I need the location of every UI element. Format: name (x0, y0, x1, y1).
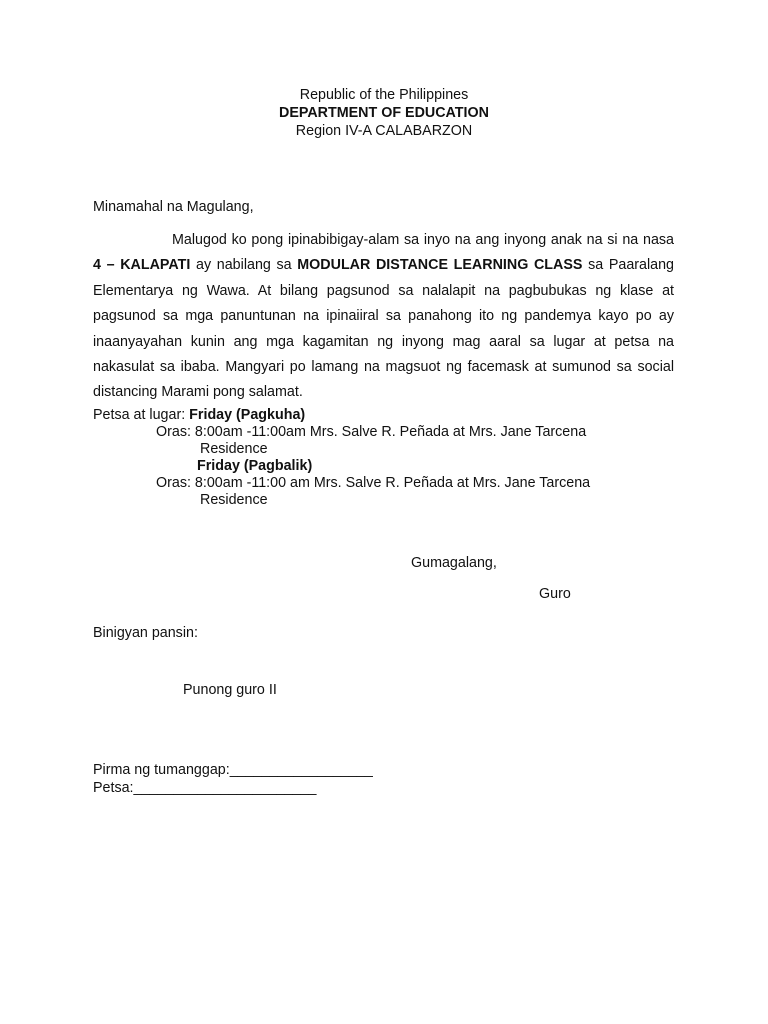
program-name: MODULAR DISTANCE LEARNING CLASS (297, 257, 583, 274)
return-day-row (93, 458, 590, 475)
section-name: 4 – KALAPATI (93, 257, 191, 274)
return-day: Friday (Pagbalik) (197, 458, 313, 474)
letterhead (0, 86, 768, 140)
pickup-place-continued: Residence (200, 441, 268, 457)
return-place-continued: Residence (200, 492, 268, 508)
teacher-title: Guro (539, 586, 571, 602)
header-department: DEPARTMENT OF EDUCATION (279, 105, 489, 121)
salutation: Minamahal na Magulang, (93, 199, 254, 215)
body-text-part3: sa Paaralang Elementarya ng Wawa. At bilang pagsunod sa nalalapit na pagbubukas ng klase at pagsunod sa mga panuntunan na ipinaiiral sa panahong ito ng pandemya kayo po ay inaanyayahan kunin ang mga kagamitan ng inyong mag aaral sa lugar at petsa na nakasulat sa ibaba. Mangyari po lamang na magsuot ng facemask at sumunod sa social distancing Marami pong salamat. (93, 257, 675, 401)
pickup-time: Oras: 8:00am -11:00am Mrs. Salve R. Peñada at Mrs. Jane Tarcena (156, 424, 587, 440)
schedule-label: Petsa at lugar: (93, 407, 190, 423)
body-paragraph (93, 228, 674, 406)
body-text-part2: ay nabilang sa (190, 257, 298, 274)
body-text-part1: Malugod ko pong ipinabibigay-alam sa inyo na ang inyong anak na si na nasa (172, 232, 674, 248)
receipt-block (93, 761, 373, 797)
receiver-signature-line: Pirma ng tumanggap:__________________ (93, 762, 373, 778)
closing: Gumagalang, (411, 555, 497, 571)
return-time: Oras: 8:00am -11:00 am Mrs. Salve R. Peñada at Mrs. Jane Tarcena (156, 475, 591, 491)
schedule-block (93, 407, 590, 509)
header-region: Region IV-A CALABARZON (295, 123, 473, 139)
principal-title: Punong guro II (183, 682, 277, 698)
schedule-pickup-row (93, 407, 590, 424)
receipt-date-line: Petsa:_______________________ (93, 780, 317, 796)
header-republic: Republic of the Philippines (299, 87, 469, 103)
noted-by-label: Binigyan pansin: (93, 625, 198, 641)
pickup-day: Friday (Pagkuha) (189, 407, 306, 423)
